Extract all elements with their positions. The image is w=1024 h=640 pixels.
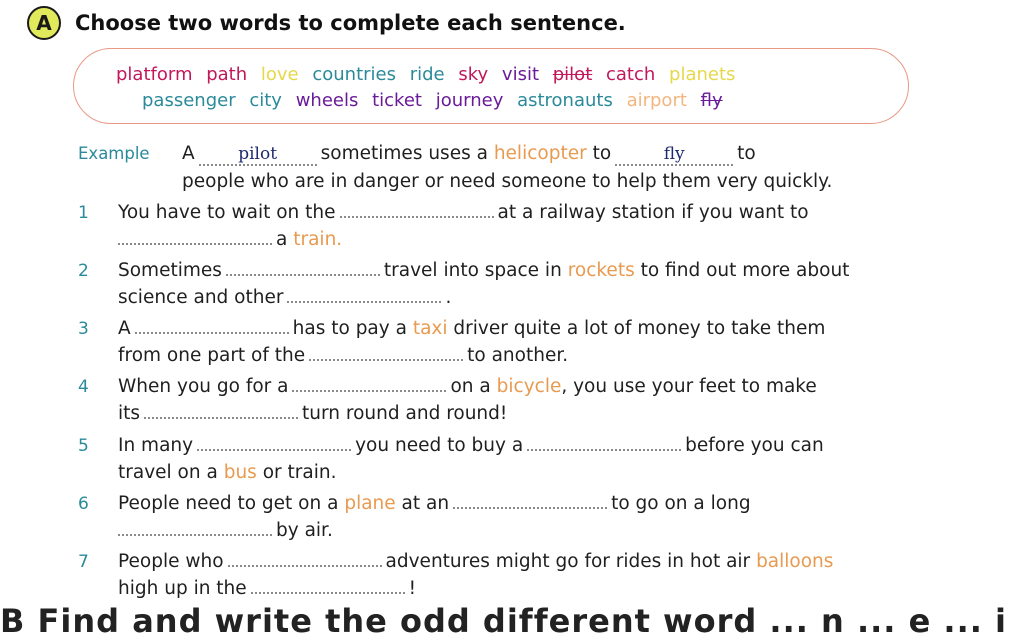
- question-text: by air.: [276, 520, 333, 541]
- answer-blank[interactable]: [251, 578, 405, 594]
- question-number: 1: [78, 203, 89, 223]
- question-line: [118, 518, 333, 544]
- question-number: 2: [78, 261, 89, 281]
- question-text: its: [118, 403, 141, 424]
- question-line: [118, 401, 507, 427]
- highlight-word: plane: [344, 493, 396, 514]
- answer-blank[interactable]: [340, 202, 494, 218]
- section-badge: A: [27, 6, 61, 40]
- section-heading: [27, 6, 626, 40]
- section-title: Choose two words to complete each sentence.: [75, 11, 626, 35]
- question-text: Sometimes: [118, 260, 222, 281]
- next-section-cutoff: B Find and write the odd different word ... n ... e ... i: [0, 602, 1007, 640]
- word-bank-row-2: [74, 90, 908, 112]
- example-line-1: [182, 140, 756, 167]
- answer-blank[interactable]: [118, 229, 272, 245]
- question-text: .: [445, 287, 452, 308]
- answer-blank[interactable]: [135, 318, 289, 334]
- question-text: People who: [118, 551, 224, 572]
- question-number: 4: [78, 377, 89, 397]
- answer-blank[interactable]: [144, 403, 298, 419]
- question-text: turn round and round!: [302, 403, 508, 424]
- question-text: A: [118, 318, 131, 339]
- question-text: or train.: [262, 462, 337, 483]
- word-bank-word: city: [249, 90, 282, 111]
- question-text: at an: [401, 493, 450, 514]
- word-bank-word-crossed: fly: [700, 90, 723, 111]
- word-bank-word: ride: [409, 64, 445, 85]
- question-text: People need to get on a: [118, 493, 339, 514]
- question-number: 5: [78, 436, 89, 456]
- question-number: 7: [78, 552, 89, 572]
- example-text: to: [737, 143, 756, 164]
- question-text: In many: [118, 435, 194, 456]
- highlight-word: rockets: [567, 260, 635, 281]
- word-bank-word: path: [206, 64, 248, 85]
- highlight-word: train: [293, 229, 337, 250]
- question-text: adventures might go for rides in hot air: [385, 551, 751, 572]
- question-text: .: [336, 229, 343, 250]
- question-text: When you go for a: [118, 376, 289, 397]
- question-text: to find out more about: [640, 260, 850, 281]
- example-answer-1: pilot: [199, 144, 317, 166]
- word-bank-word: sky: [458, 64, 489, 85]
- question-text: from one part of the: [118, 345, 306, 366]
- question-text: , you use your feet to make: [561, 376, 817, 397]
- word-bank-word: astronauts: [517, 90, 613, 111]
- question-text: science and other: [118, 287, 284, 308]
- question-text: has to pay a: [292, 318, 407, 339]
- word-bank-word-crossed: pilot: [552, 64, 593, 85]
- example-label: Example: [78, 144, 150, 163]
- question-text: to another.: [467, 345, 569, 366]
- question-line: [118, 374, 817, 400]
- answer-blank[interactable]: [527, 435, 681, 451]
- highlight-word: taxi: [412, 318, 448, 339]
- question-line: [118, 343, 568, 369]
- word-bank-row-1: [74, 64, 908, 86]
- answer-blank[interactable]: [197, 435, 351, 451]
- answer-blank[interactable]: [118, 520, 272, 536]
- answer-blank[interactable]: [453, 493, 607, 509]
- question-text: you need to buy a: [355, 435, 524, 456]
- question-line: [118, 491, 751, 517]
- question-text: travel into space in: [383, 260, 562, 281]
- question-line: [118, 433, 824, 459]
- answer-blank[interactable]: [309, 345, 463, 361]
- highlight-word: helicopter: [493, 143, 587, 164]
- example-text: sometimes uses a: [320, 143, 488, 164]
- question-text: driver quite a lot of money to take them: [453, 318, 826, 339]
- question-number: 6: [78, 494, 89, 514]
- question-line: [118, 227, 342, 253]
- word-bank-word: wheels: [295, 90, 359, 111]
- highlight-word: bicycle: [496, 376, 562, 397]
- question-line: [118, 258, 849, 284]
- word-bank-word: ticket: [372, 90, 422, 111]
- question-text: at a railway station if you want to: [497, 202, 809, 223]
- example-text: A: [182, 143, 195, 164]
- question-line: [118, 576, 416, 602]
- question-line: [118, 549, 833, 575]
- word-bank-word: countries: [312, 64, 396, 85]
- question-text: high up in the: [118, 578, 247, 599]
- answer-blank[interactable]: [226, 260, 380, 276]
- question-text: a: [276, 229, 288, 250]
- question-text: to go on a long: [611, 493, 751, 514]
- word-bank-word: catch: [605, 64, 656, 85]
- word-bank-word: airport: [626, 90, 687, 111]
- highlight-word: balloons: [756, 551, 834, 572]
- word-bank-word: visit: [501, 64, 540, 85]
- answer-blank[interactable]: [287, 287, 441, 303]
- question-text: travel on a: [118, 462, 218, 483]
- word-bank-word: passenger: [142, 90, 236, 111]
- question-line: [118, 285, 451, 311]
- word-bank-word: planets: [669, 64, 736, 85]
- question-line: [118, 460, 336, 486]
- word-bank-word: journey: [435, 90, 504, 111]
- highlight-word: bus: [223, 462, 257, 483]
- example-answer-2: fly: [615, 144, 733, 166]
- question-text: You have to wait on the: [118, 202, 336, 223]
- word-bank-word: love: [260, 64, 299, 85]
- word-bank-box: [73, 48, 909, 124]
- question-line: [118, 316, 825, 342]
- example-line-2: people who are in danger or need someone to help them very quickly.: [182, 171, 833, 192]
- question-text: !: [408, 578, 417, 599]
- word-bank-word: platform: [116, 64, 193, 85]
- question-text: on a: [450, 376, 491, 397]
- question-text: before you can: [685, 435, 824, 456]
- answer-blank[interactable]: [228, 551, 382, 567]
- question-line: [118, 200, 809, 226]
- answer-blank[interactable]: [292, 376, 446, 392]
- example-text: to: [592, 143, 612, 164]
- question-number: 3: [78, 319, 89, 339]
